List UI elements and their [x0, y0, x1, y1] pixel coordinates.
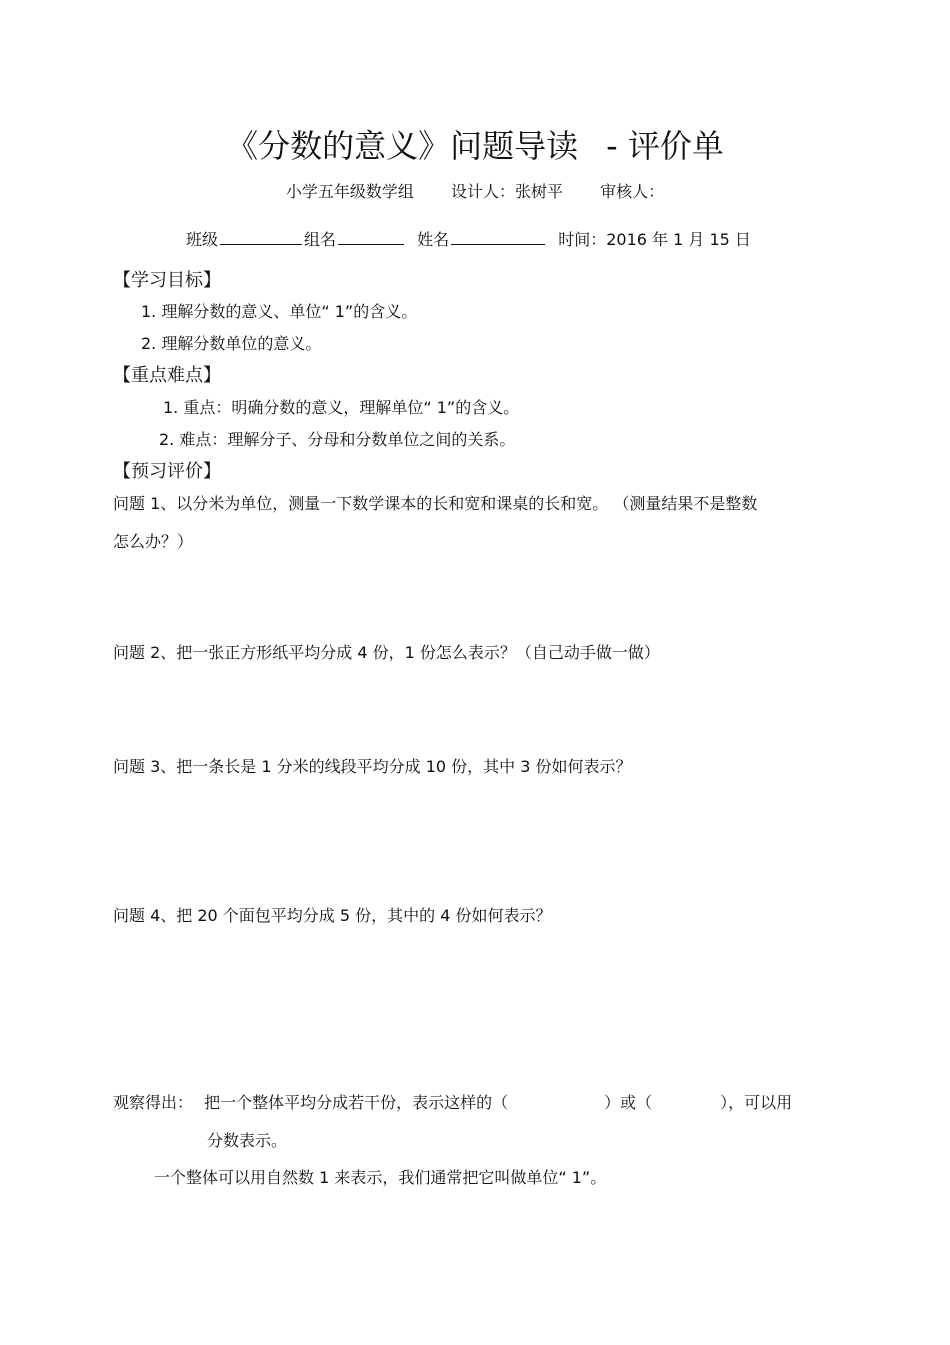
class-label: 班级: [186, 230, 219, 249]
class-field[interactable]: [220, 226, 302, 245]
key-points-heading: 【重点难点】: [113, 365, 221, 386]
title-suffix: - 评价单: [606, 127, 724, 165]
key-point-item-2: 2. 难点：理解分子、分母和分数单位之间的关系。: [159, 430, 516, 449]
subtitle-designer: 设计人：张树平: [450, 182, 563, 201]
observation-label: 观察得出：: [113, 1093, 194, 1112]
question-1-line-1: 问题 1、以分米为单位，测量一下数学课本的长和宽和课桌的长和宽。 （测量结果不是整数: [113, 494, 758, 513]
objective-item-2: 2. 理解分数单位的意义。: [141, 334, 322, 353]
group-field[interactable]: [338, 226, 404, 245]
question-2: 问题 2、把一张正方形纸平均分成 4 份，1 份怎么表示？（自己动手做一做）: [113, 643, 660, 662]
preview-heading: 【预习评价】: [113, 461, 221, 482]
subtitle-reviewer: 审核人：: [600, 182, 665, 201]
name-label: 姓名: [417, 230, 450, 249]
question-1-line-2: 怎么办？）: [113, 532, 194, 551]
observation-line-1: [113, 1091, 792, 1115]
title-main: 《分数的意义》问题导读: [226, 127, 579, 165]
observation-text-a: 把一个整体平均分成若干份，表示这样的（: [204, 1093, 509, 1112]
question-3: 问题 3、把一条长是 1 分米的线段平均分成 10 份，其中 3 份如何表示？: [113, 757, 632, 776]
subtitle: [0, 180, 950, 204]
observation-line-2: 分数表示。: [207, 1131, 288, 1150]
page-title: [0, 124, 950, 168]
name-field[interactable]: [451, 226, 545, 245]
question-4: 问题 4、把 20 个面包平均分成 5 份，其中的 4 份如何表示？: [113, 906, 552, 925]
group-label: 组名: [304, 230, 337, 249]
observation-text-c: ），可以用: [720, 1093, 793, 1112]
observation-line-3: 一个整体可以用自然数 1 来表示，我们通常把它叫做单位“ 1”。: [154, 1168, 607, 1187]
objectives-heading: 【学习目标】: [113, 270, 221, 291]
time-label: 时间：2016 年 1 月 15 日: [558, 230, 751, 249]
student-info-line: [186, 226, 751, 252]
observation-text-b: ）或（: [604, 1093, 653, 1112]
subtitle-group: 小学五年级数学组: [285, 182, 414, 201]
objective-item-1: 1. 理解分数的意义、单位“ 1”的含义。: [141, 302, 418, 321]
key-point-item-1: 1. 重点：明确分数的意义，理解单位“ 1”的含义。: [163, 398, 520, 417]
